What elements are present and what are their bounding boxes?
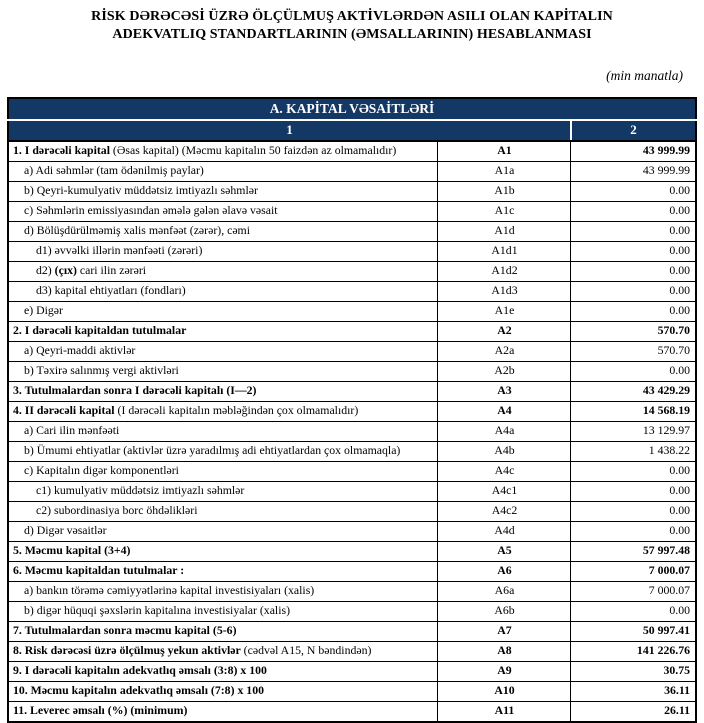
page-title [0, 0, 704, 45]
row-label-part: 11. Leverec əmsalı (%) (minimum) [12, 703, 188, 718]
row-label [8, 701, 438, 722]
table-row [8, 541, 696, 561]
row-label-part: b) Ümumi ehtiyatlar (aktivlər üzrə yaradılmış adi ehtiyatlardan çox olmamaqla) [23, 443, 401, 458]
row-code: A10 [438, 681, 571, 701]
row-label [8, 601, 438, 621]
row-label [8, 181, 438, 201]
row-code: A4a [438, 421, 571, 441]
row-value: 0.00 [571, 501, 696, 521]
row-label-part: c) Səhmlərin emissiyasından əmələ gələn əlavə vəsait [23, 203, 278, 218]
table-section-header-row [8, 98, 696, 120]
row-value: 57 997.48 [571, 541, 696, 561]
row-label-part: c2) subordinasiya borc öhdəlikləri [35, 503, 198, 518]
row-value: 0.00 [571, 521, 696, 541]
row-value: 30.75 [571, 661, 696, 681]
row-code: A2a [438, 341, 571, 361]
row-label-part: 7. Tutulmalardan sonra məcmu kapital (5-6) [12, 623, 237, 638]
row-label-part: b) digər hüquqi şəxslərin kapitalına investisiyalar (xalis) [23, 603, 291, 618]
row-label-part: 2. I dərəcəli kapitaldan tutulmalar [12, 323, 187, 338]
table-row [8, 601, 696, 621]
row-value: 570.70 [571, 321, 696, 341]
row-code: A9 [438, 661, 571, 681]
row-label-part: b) Qeyri-kumulyativ müddətsiz imtiyazlı səhmlər [23, 183, 258, 198]
row-code: A4c2 [438, 501, 571, 521]
row-label-part: (cədvəl A15, N bəndindən) [240, 643, 372, 658]
row-code: A1d2 [438, 261, 571, 281]
table-row [8, 561, 696, 581]
row-code: A7 [438, 621, 571, 641]
row-code: A1c [438, 201, 571, 221]
row-label-part: e) Digər [23, 303, 63, 318]
table-row [8, 401, 696, 421]
row-label-part: a) Cari ilin mənfəəti [23, 423, 120, 438]
table-row [8, 201, 696, 221]
page-title-line2: ADEKVATLIQ STANDARTLARININ (ƏMSALLARININ) HESABLANMASI [112, 27, 592, 43]
row-label [8, 561, 438, 581]
row-label [8, 221, 438, 241]
row-label [8, 281, 438, 301]
row-label-part: a) Qeyri-maddi aktivlər [23, 343, 136, 358]
row-label-part: (I dərəcəli kapitalın məbləğindən çox olmamalıdır) [114, 403, 359, 418]
table-row [8, 581, 696, 601]
row-label [8, 641, 438, 661]
page-title-line1: RİSK DƏRƏCƏSİ ÜZRƏ ÖLÇÜLMUŞ AKTİVLƏRDƏN ASILI OLAN KAPİTALIN [91, 9, 613, 24]
row-code: A6a [438, 581, 571, 601]
row-label [8, 341, 438, 361]
row-label-part: 10. Məcmu kapitalın adekvatlıq əmsalı (7:8) x 100 [12, 683, 264, 698]
table-row [8, 501, 696, 521]
row-value: 43 999.99 [571, 141, 696, 162]
row-label-part: 3. Tutulmalardan sonra I dərəcəli kapitalı (I—2) [12, 383, 257, 398]
row-label [8, 621, 438, 641]
row-value: 0.00 [571, 181, 696, 201]
table-row [8, 241, 696, 261]
row-label [8, 521, 438, 541]
row-code: A6 [438, 561, 571, 581]
row-code: A1a [438, 161, 571, 181]
row-value: 0.00 [571, 221, 696, 241]
row-label [8, 301, 438, 321]
table-row [8, 261, 696, 281]
row-value: 50 997.41 [571, 621, 696, 641]
row-label-part: 9. I dərəcəli kapitalın adekvatlıq əmsalı (3:8) x 100 [12, 663, 267, 678]
row-label-part: d) Bölüşdürülməmiş xalis mənfəət (zərər), cəmi [23, 223, 251, 238]
row-code: A1d [438, 221, 571, 241]
row-value: 0.00 [571, 281, 696, 301]
column-header-1: 1 [8, 120, 571, 141]
row-label [8, 681, 438, 701]
row-label-part: 6. Məcmu kapitaldan tutulmalar : [12, 563, 185, 578]
row-value: 0.00 [571, 361, 696, 381]
table-row [8, 381, 696, 401]
row-code: A4c [438, 461, 571, 481]
row-label-part: (çıx) [54, 263, 77, 278]
table-row [8, 621, 696, 641]
row-label [8, 501, 438, 521]
table-section-header: A. KAPİTAL VƏSAİTLƏRİ [8, 98, 696, 120]
row-label-part: 1. I dərəcəli kapital [12, 143, 110, 158]
table-row [8, 141, 696, 162]
row-value: 0.00 [571, 261, 696, 281]
row-label [8, 481, 438, 501]
row-value: 36.11 [571, 681, 696, 701]
table-body [8, 141, 696, 722]
row-value: 570.70 [571, 341, 696, 361]
row-value: 0.00 [571, 301, 696, 321]
table-row [8, 421, 696, 441]
row-label [8, 161, 438, 181]
row-label [8, 141, 438, 162]
row-code: A1 [438, 141, 571, 162]
row-label-part: b) Təxirə salınmış vergi aktivləri [23, 363, 179, 378]
row-value: 43 429.29 [571, 381, 696, 401]
row-code: A1b [438, 181, 571, 201]
row-value: 0.00 [571, 461, 696, 481]
row-label [8, 381, 438, 401]
row-code: A4b [438, 441, 571, 461]
row-label-part: 4. II dərəcəli kapital [12, 403, 115, 418]
row-value: 0.00 [571, 601, 696, 621]
table-row [8, 221, 696, 241]
row-label-part: d) Digər vəsaitlər [23, 523, 107, 538]
table-row [8, 661, 696, 681]
row-value: 13 129.97 [571, 421, 696, 441]
row-label-part: a) bankın törəmə cəmiyyətlərinə kapital investisiyaları (xalis) [23, 583, 315, 598]
row-label-part: a) Adi səhmlər (tam ödənilmiş paylar) [23, 163, 204, 178]
row-label-part: 5. Məcmu kapital (3+4) [12, 543, 131, 558]
table-row [8, 321, 696, 341]
table-row [8, 641, 696, 661]
table-row [8, 281, 696, 301]
row-value: 7 000.07 [571, 581, 696, 601]
table-row [8, 701, 696, 722]
row-label [8, 661, 438, 681]
table-row [8, 361, 696, 381]
row-label-part: d3) kapital ehtiyatları (fondları) [35, 283, 186, 298]
table-row [8, 181, 696, 201]
table-row [8, 521, 696, 541]
row-code: A8 [438, 641, 571, 661]
table-row [8, 481, 696, 501]
row-label-part: d1) əvvəlki illərin mənfəəti (zərəri) [35, 243, 203, 258]
row-label-part: c) Kapitalın digər komponentləri [23, 463, 179, 478]
row-value: 43 999.99 [571, 161, 696, 181]
row-label [8, 541, 438, 561]
row-value: 1 438.22 [571, 441, 696, 461]
row-code: A3 [438, 381, 571, 401]
row-label [8, 581, 438, 601]
row-value: 0.00 [571, 481, 696, 501]
row-value: 0.00 [571, 241, 696, 261]
row-code: A1e [438, 301, 571, 321]
table-row [8, 301, 696, 321]
row-value: 26.11 [571, 701, 696, 722]
row-code: A2b [438, 361, 571, 381]
row-label [8, 201, 438, 221]
row-label [8, 421, 438, 441]
row-label [8, 321, 438, 341]
row-label-part: (Əsas kapital) (Məcmu kapitalın 50 faizdən az olmamalıdır) [109, 143, 397, 158]
row-code: A2 [438, 321, 571, 341]
row-value: 0.00 [571, 201, 696, 221]
row-code: A4d [438, 521, 571, 541]
table-column-header-row [8, 120, 696, 141]
row-value: 7 000.07 [571, 561, 696, 581]
table-row [8, 681, 696, 701]
row-label [8, 401, 438, 421]
table-row [8, 461, 696, 481]
row-code: A4c1 [438, 481, 571, 501]
unit-note: (min manatla) [606, 67, 683, 83]
table-row [8, 441, 696, 461]
row-code: A1d1 [438, 241, 571, 261]
row-value: 141 226.76 [571, 641, 696, 661]
row-label [8, 441, 438, 461]
column-header-2: 2 [571, 120, 696, 141]
row-label [8, 461, 438, 481]
table-row [8, 161, 696, 181]
row-label [8, 361, 438, 381]
row-code: A5 [438, 541, 571, 561]
capital-table [7, 97, 697, 723]
table-row [8, 341, 696, 361]
row-code: A4 [438, 401, 571, 421]
row-code: A11 [438, 701, 571, 722]
row-label [8, 261, 438, 281]
row-value: 14 568.19 [571, 401, 696, 421]
row-code: A6b [438, 601, 571, 621]
row-label-part: c1) kumulyativ müddətsiz imtiyazlı səhmlər [35, 483, 245, 498]
row-code: A1d3 [438, 281, 571, 301]
row-label-part: d2) [35, 263, 55, 278]
row-label-part: 8. Risk dərəcəsi üzrə ölçülmuş yekun aktivlər [12, 643, 241, 658]
row-label-part: cari ilin zərəri [76, 263, 147, 278]
row-label [8, 241, 438, 261]
